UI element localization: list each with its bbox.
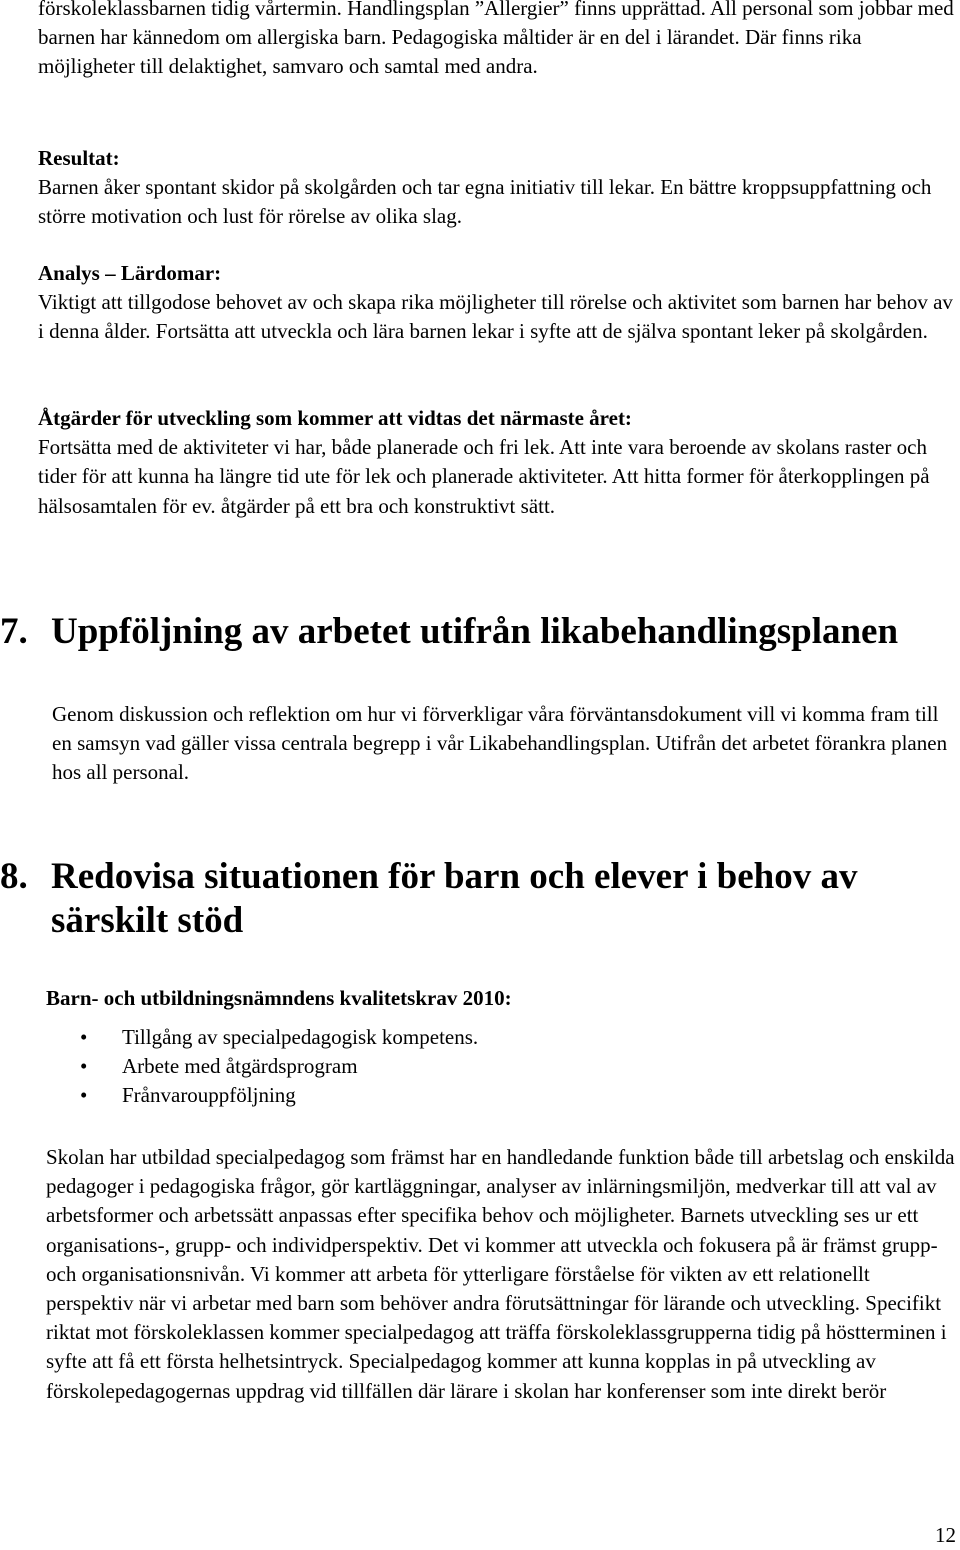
section-8-number: 8. bbox=[0, 856, 28, 897]
section-8-heading bbox=[0, 855, 956, 943]
section-7-title: Uppföljning av arbetet utifrån likabehandlingsplanen bbox=[51, 611, 899, 652]
section-7-heading bbox=[0, 610, 956, 654]
resultat-text: Barnen åker spontant skidor på skolgården och tar egna initiativ till lekar. En bättre kroppsuppfattning och större motivation och lust för rörelse av olika slag. bbox=[38, 175, 932, 229]
list-item: • Tillgång av specialpedagogisk kompetens. bbox=[80, 1023, 478, 1052]
section-8-title: Redovisa situationen för barn och elever i behov av särskilt stöd bbox=[51, 856, 858, 941]
resultat-heading: Resultat: bbox=[38, 146, 120, 170]
list-item: • Frånvarouppföljning bbox=[80, 1081, 478, 1110]
page-number: 12 bbox=[935, 1523, 956, 1547]
requirements-list bbox=[80, 1023, 478, 1111]
resultat-section bbox=[38, 144, 956, 232]
section-7-number: 7. bbox=[0, 611, 28, 652]
bullet-icon: • bbox=[80, 1083, 88, 1108]
intro-paragraph: förskoleklassbarnen tidig vårtermin. Handlingsplan ”Allergier” finns upprättad. All personal som jobbar med barnen har kännedom om allergiska barn. Pedagogiska måltider är en del i lärandet. Där finns rika möjligheter till delaktighet, samvaro och samtal med andra. bbox=[38, 0, 954, 79]
analys-text: Viktigt att tillgodose behovet av och skapa rika möjligheter till rörelse och aktivitet som barnen har behov av i denna ålder. Fortsätta att utveckla och lära barnen lekar i syfte att de själva spontant leker på skolgården. bbox=[38, 290, 953, 344]
section-8-text: Skolan har utbildad specialpedagog som främst har en handledande funktion både till arbetslag och enskilda pedagoger i pedagogiska frågor, gör kartläggningar, analyser av inlärningsmiljön, medverkar till att val av arbetsformer och arbetssätt anpassas efter specifika behov och möjligheter. Barnets utveckling ses ur ett organisations-, grupp- och individperspektiv. Det vi kommer att utveckla och fokusera på är främst grupp- och organisationsnivån. Vi kommer att arbeta för ytterligare förståelse för vikten av ett relationellt perspektiv när vi arbetar med barn som behöver andra förutsättningar för lärande och utveckling. Specifikt riktat mot förskoleklassen kommer specialpedagog att träffa förskoleklassgrupperna tidig på höstterminen i syfte att få ett första helhetsintryck. Specialpedagog kommer att kunna kopplas in på utveckling av förskolepedagogernas uppdrag vid tillfällen där lärare i skolan har konferenser som inte direkt berör bbox=[46, 1145, 955, 1403]
bullet-icon: • bbox=[80, 1025, 88, 1049]
list-item: • Arbete med åtgärdsprogram bbox=[80, 1052, 478, 1081]
bullet-icon: • bbox=[80, 1054, 88, 1079]
atgarder-heading: Åtgärder för utveckling som kommer att vidtas det närmaste året: bbox=[38, 406, 632, 430]
section-7-text: Genom diskussion och reflektion om hur vi förverkligar våra förväntansdokument vill vi komma fram till en samsyn vad gäller vissa centrala begrepp i vår Likabehandlingsplan. Utifrån det arbetet förankra planen hos all personal. bbox=[52, 702, 948, 785]
analys-heading: Analys – Lärdomar: bbox=[38, 261, 222, 285]
atgarder-section bbox=[38, 404, 956, 521]
section-8-subheading: Barn- och utbildningsnämndens kvalitetskrav 2010: bbox=[46, 986, 512, 1010]
analys-section bbox=[38, 259, 956, 347]
atgarder-text: Fortsätta med de aktiviteter vi har, både planerade och fri lek. Att inte vara beroende av skolans raster och tider för att kunna ha längre tid ute för lek och planerade aktiviteter. Att hitta former för återkopplingen på hälsosamtalen för ev. åtgärder på ett bra och konstruktivt sätt. bbox=[38, 435, 930, 518]
